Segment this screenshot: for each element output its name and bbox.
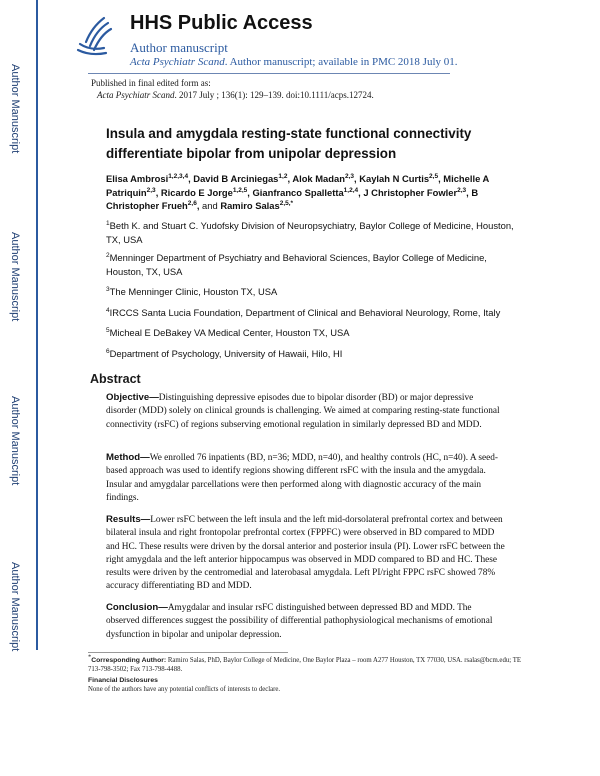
affiliation [106,347,514,361]
author-name: Kaylah N Curtis [359,173,430,184]
affiliation [106,306,514,320]
footnote-star: * [88,653,92,661]
abstract-method [106,451,506,505]
author-list: Elisa Ambrosi$^{1,2,3,4}$, David B Arciniegas$^{1,2}$, Alok Madan$^{2,3}$, Kaylah N Curtis$^{2,5}$, Michelle A Patriquin$^{2,3}$, Ricardo E Jorge$^{1,2,5}$, Gianfranco Spalletta$^{1,2,4}$, J Christopher Fowler$^{2,3}$, B Christopher Frueh$^{2,6}$, and Ramiro Salas$^{2,5,*}$ [106,172,489,211]
corresponding-author-note [88,653,528,675]
author-name: J Christopher Fowler [363,186,458,198]
objective-label: Objective— [106,392,159,403]
author-manuscript-label: Author manuscript [130,40,228,55]
results-text: Lower rsFC between the left insula and the left mid-dorsolateral prefrontal cortex and between bilateral insula and right frontopolar prefrontal cortex (FPPFC) were observed in BD compared to MDD and HC. These results were driven by the dorsal anterior and posterior insula (PI). Lower rsFC between the right amygdala and the left anterior hippocampus was observed in MDD compared to BD and HC. These results were driven by the centromedial and laterobasal amygdala. Left PI/right FPPC rsFC showed 78% accuracy differentiating BD and MDD. [106,515,505,592]
sidebar-label: Author Manuscript [9,232,21,322]
author-sup: 2,3 [344,172,354,180]
hhs-title: HHS Public Access [130,12,313,34]
method-label: Method— [106,452,150,463]
affiliation [106,219,514,246]
sidebar-label: Author Manuscript [9,396,21,486]
author-name: Alok Madan [292,173,345,184]
sidebar-label: Author Manuscript [9,562,21,652]
affiliation [106,285,514,299]
journal-name: Acta Psychiatr Scand [130,56,225,68]
affiliation-num: 6 [106,347,110,355]
affiliation-num: 5 [106,326,110,334]
published-citation [91,89,374,101]
financial-disclosures [88,676,528,695]
results-label: Results— [106,514,151,525]
affiliation [106,251,514,278]
affiliation-text: IRCCS Santa Lucia Foundation, Department of Clinical and Behavioral Neurology, Rome, Italy [109,307,501,318]
author-sup: 1,2 [278,172,288,180]
journal-citation [130,56,458,68]
article-title: Insula and amygdala resting-state functional connectivity differentiate bipolar from unipolar depression [106,126,472,161]
author-name: Michelle A Patriquin [106,173,489,198]
author-sup: 2,5,* [279,199,294,207]
author-name: David B Arciniegas [193,173,279,184]
author-sup: 2,3 [457,186,467,194]
authors-and: and [202,200,218,211]
published-details: . 2017 July ; 136(1): 129–139. doi:10.1111/acps.12724. [174,90,374,100]
author-sup: 2,3 [146,186,156,194]
published-info [91,77,374,101]
abstract-heading: Abstract [90,372,141,386]
conclusion-text: Amygdalar and insular rsFC distinguished between depressed BD and MDD. The observed differences suggest the possibility of differential pathophysiological mechanisms of emotional dysfunction in bipolar and unipolar depression. [106,603,493,640]
abstract-objective [106,391,506,432]
published-journal: Acta Psychiatr Scand [97,90,175,100]
hhs-eagle-logo-icon [74,14,114,58]
abstract-conclusion [106,601,506,642]
author-name: Ricardo E Jorge [160,186,233,198]
affiliation-num: 1 [106,219,110,227]
affiliation-num: 3 [106,285,110,293]
corresponding-label: Corresponding Author: [91,657,167,664]
objective-text: Distinguishing depressive episodes due to bipolar disorder (BD) or major depressive disorder (MDD) solely on clinical grounds is challenging. We aimed at comparing resting-state functional connectivity (rsFC) of regions subserving emotional regulation in similarly depressed BD and MDD. [106,393,500,430]
author-name: Ramiro Salas [220,200,280,211]
conclusion-label: Conclusion— [106,602,168,613]
affiliation-text: Department of Psychology, University of Hawaii, Hilo, HI [109,348,343,359]
affiliation-text: Micheal E DeBakey VA Medical Center, Houston TX, USA [109,327,350,338]
abstract-results [106,513,506,594]
author-sup: 2,5 [429,172,439,180]
author-sup: 1,2,3,4 [168,172,189,180]
author-name: Gianfranco Spalletta [252,186,344,198]
author-sup: 1,2,4 [343,186,359,194]
footnote-rule [88,652,288,653]
affiliation [106,326,514,340]
affiliation-text: The Menninger Clinic, Houston TX, USA [109,286,278,297]
author-sup: 1,2,5 [232,186,248,194]
affiliation-num: 4 [106,306,110,314]
author-sup: 2,6 [187,199,197,207]
header-rule [88,73,450,74]
author-name: Elisa Ambrosi [106,173,169,184]
corresponding-text: Ramiro Salas, PhD, Baylor College of Medicine, One Baylor Plaza – room A277 Houston, TX 77030, USA. rsalas@bcm.edu; TE 713-798-3502; Fax 713-798-4488. [88,657,522,674]
disclosures-text: None of the authors have any potential conflicts of interests to declare. [88,686,281,694]
author-name: B Christopher Frueh [106,186,479,211]
method-text: We enrolled 76 inpatients (BD, n=36; MDD, n=40), and healthy controls (HC, n=40). A seed-based approach was used to identify regions showing different rsFC with the insula and the amygdala. Insular and amygdalar parcellations were then performed along with diagnostic accuracy of the main findings. [106,453,499,503]
affiliation-text: Menninger Department of Psychiatry and Behavioral Sciences, Baylor College of Medicine, Houston, TX, USA [106,252,487,277]
disclosures-label: Financial Disclosures [88,677,158,684]
availability-text: . Author manuscript; available in PMC 2018 July 01. [224,56,458,68]
sidebar-divider [36,0,38,650]
affiliation-num: 2 [106,251,110,259]
affiliation-text: Beth K. and Stuart C. Yudofsky Division of Neuropsychiatry, Baylor College of Medicine, Houston, TX, USA [106,220,514,245]
sidebar-label: Author Manuscript [9,64,21,154]
published-label: Published in final edited form as: [91,78,211,88]
